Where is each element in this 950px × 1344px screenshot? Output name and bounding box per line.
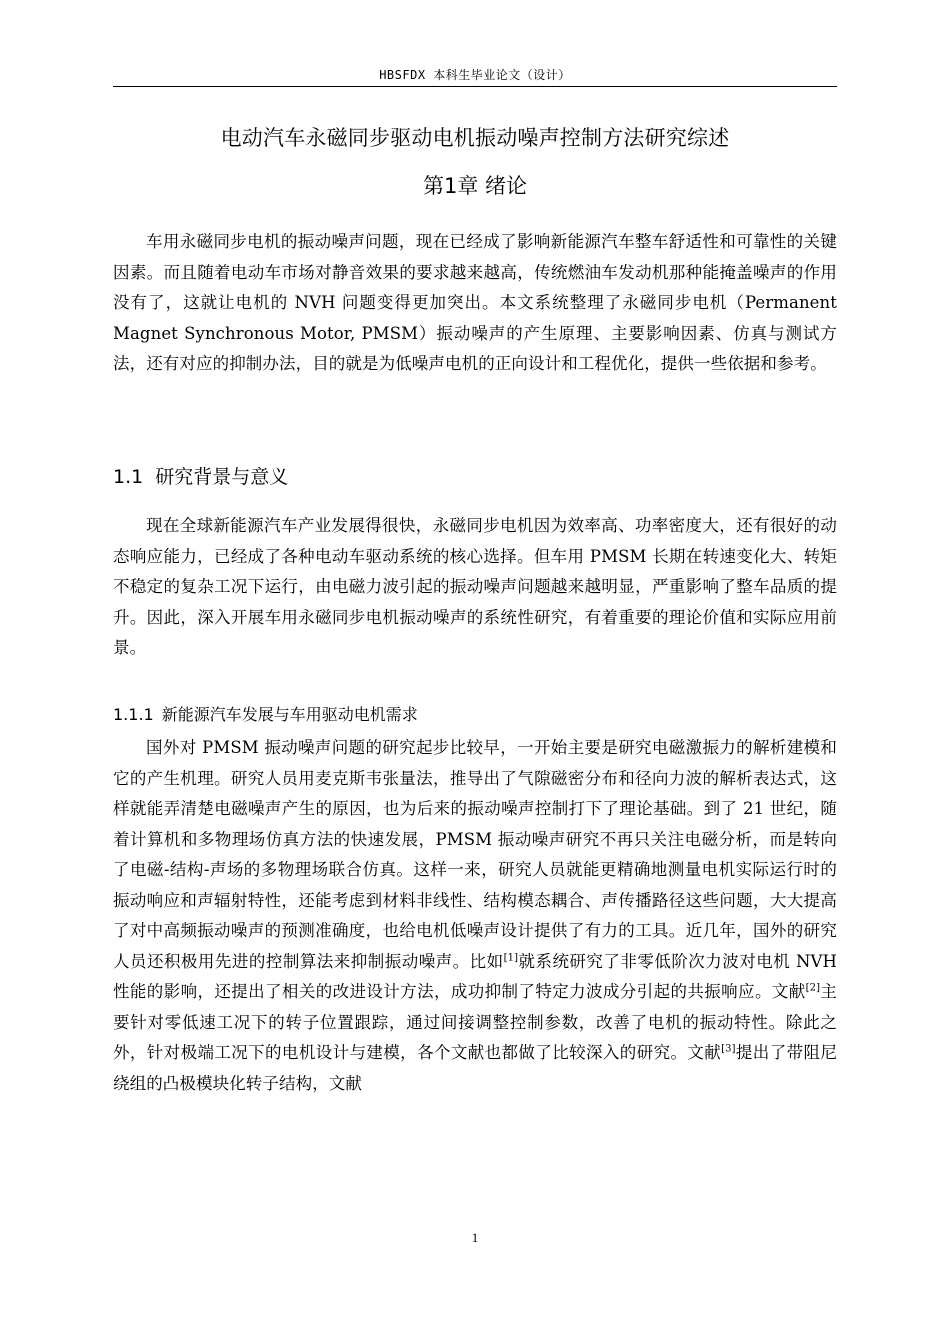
literature-text-4: 提出了带阻尼绕组的凸极模块化转子结构，文献 bbox=[113, 1043, 837, 1093]
paper-title: 电动汽车永磁同步驱动电机振动噪声控制方法研究综述 bbox=[220, 126, 730, 150]
intro-paragraph: 车用永磁同步电机的振动噪声问题，现在已经成了影响新能源汽车整车舒适性和可靠性的关键因素。而且随着电动车市场对静音效果的要求越来越高，传统燃油车发动机那种能掩盖噪声的作用没有了，这就让电机的 NVH 问题变得更加突出。本文系统整理了永磁同步电机（Permanent Magnet Synchronous Motor, PMSM）振动噪声的产生原理、主要影响因素、仿真与测试方法，还有对应的抑制办法，目的就是为低噪声电机的正向设计和工程优化，提供一些依据和参考。 bbox=[113, 232, 837, 373]
literature-text-1: 国外对 PMSM 振动噪声问题的研究起步比较早，一开始主要是研究电磁激振力的解析建模和它的产生机理。研究人员用麦克斯韦张量法，推导出了气隙磁密分布和径向力波的解析表达式，这样就能弄清楚电磁噪声产生的原因，也为后来的振动噪声控制打下了理论基础。到了 21 世纪，随着计算机和多物理场仿真方法的快速发展，PMSM 振动噪声研究不再只关注电磁分析，而是转向了电磁-结构-声场的多物理场联合仿真。这样一来，研究人员就能更精确地测量电机实际运行时的振动响应和声辐射特性，还能考虑到材料非线性、结构模态耦合、声传播路径这些问题，大大提高了对中高频振动噪声的预测准确度，也给电机低噪声设计提供了有力的工具。近几年，国外的研究人员还积极用先进的控制算法来抑制振动噪声。比如 bbox=[113, 738, 838, 971]
section-title: 研究背景与意义 bbox=[155, 466, 289, 488]
page-number: 1 bbox=[471, 1230, 479, 1245]
citation-2: [2] bbox=[805, 982, 821, 994]
background-paragraph: 现在全球新能源汽车产业发展得很快，永磁同步电机因为效率高、功率密度大，还有很好的动态响应能力，已经成了各种电动车驱动系统的核心选择。但车用 PMSM 长期在转速变化大、转矩不稳定的复杂工况下运行，由电磁力波引起的振动噪声问题越来越明显，严重影响了整车品质的提升。因此，深入开展车用永磁同步电机振动噪声的系统性研究，有着重要的理论价值和实际应用前景。 bbox=[113, 516, 837, 657]
section-heading-1-1 bbox=[113, 462, 288, 489]
subsection-number: 1.1.1 bbox=[113, 705, 154, 724]
literature-paragraph bbox=[113, 733, 837, 1099]
literature-text-2: 就系统研究了非零低阶次力波对电机 NVH 性能的影响，还提出了相关的改进设计方法，成功抑制了特定力波成分引起的共振响应。文献 bbox=[113, 951, 837, 1001]
citation-3: [3] bbox=[721, 1043, 736, 1055]
running-header: HBSFDX 本科生毕业论文（设计） bbox=[379, 68, 571, 82]
citation-1: [1] bbox=[503, 952, 519, 963]
header-rule bbox=[113, 86, 837, 87]
section-heading-1-1-1 bbox=[113, 702, 418, 725]
literature-text-3: 主要针对零低速工况下的转子位置跟踪，通过间接调整控制参数，改善了电机的振动特性。除此之外，针对极端工况下的电机设计与建模，各个文献也都做了比较深入的研究。文献 bbox=[113, 982, 837, 1062]
subsection-title: 新能源汽车发展与车用驱动电机需求 bbox=[161, 705, 418, 724]
section-number: 1.1 bbox=[113, 466, 144, 488]
chapter-heading: 第1章 绪论 bbox=[422, 174, 528, 198]
